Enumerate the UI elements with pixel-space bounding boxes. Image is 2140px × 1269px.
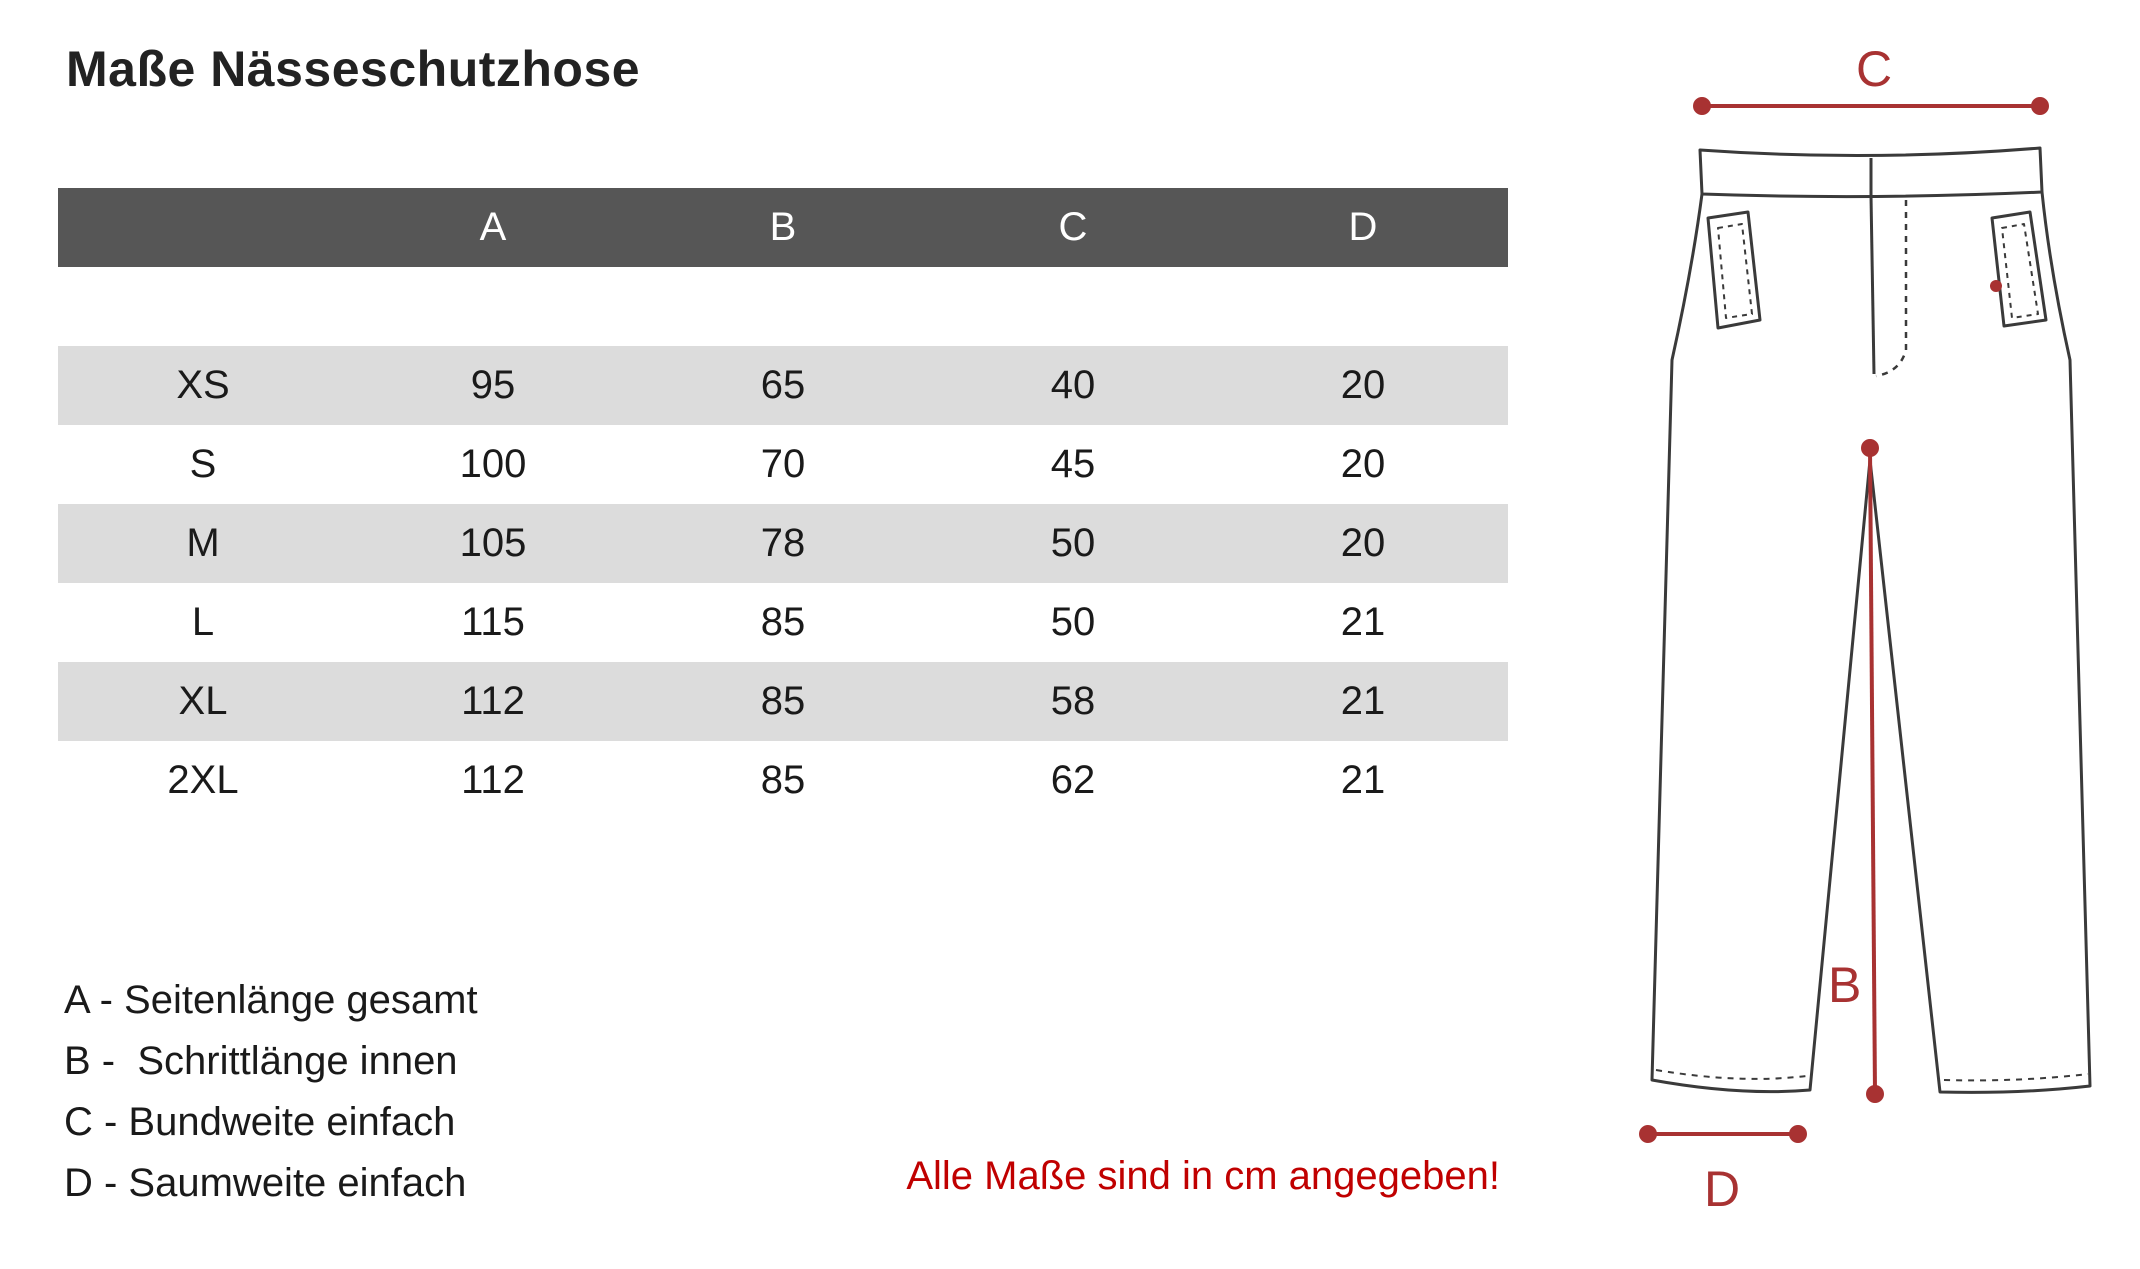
value-cell: 112 (461, 758, 525, 802)
table-row (58, 346, 1508, 425)
legend-item-d: D - Saumweite einfach (64, 1161, 467, 1205)
page-title: Maße Nässeschutzhose (66, 41, 641, 97)
value-cell: 85 (760, 600, 806, 644)
value-cell: 62 (1050, 758, 1096, 802)
value-cell: 105 (348, 504, 638, 583)
value-cell: 95 (348, 346, 638, 425)
header-cell-a: A (348, 188, 638, 267)
table-row (58, 583, 1508, 662)
header-cell-size (58, 188, 348, 267)
value-cell: 21 (1340, 758, 1386, 802)
table-row (58, 504, 1508, 583)
units-note: Alle Maße sind in cm angegeben! (906, 1154, 1500, 1198)
pants-outline-illustration (1600, 40, 2140, 1264)
value-cell: 112 (348, 662, 638, 741)
table-row (58, 662, 1508, 741)
size-cell: XS (58, 346, 348, 425)
value-cell: 115 (461, 600, 525, 644)
value-cell: 58 (928, 662, 1218, 741)
value-cell: 40 (928, 346, 1218, 425)
pants-diagram (1600, 40, 2140, 1264)
value-cell: 70 (760, 442, 806, 486)
size-table (58, 188, 1508, 820)
value-cell: 21 (1218, 662, 1508, 741)
value-cell: 85 (638, 662, 928, 741)
value-cell: 85 (760, 758, 806, 802)
value-cell: 100 (459, 442, 527, 486)
value-cell: 21 (1340, 600, 1386, 644)
size-cell: XL (58, 662, 348, 741)
size-cell: L (191, 600, 215, 644)
value-cell: 20 (1218, 346, 1508, 425)
size-cell: M (58, 504, 348, 583)
table-row (58, 741, 1508, 820)
legend-item-c: C - Bundweite einfach (64, 1100, 456, 1144)
value-cell: 78 (638, 504, 928, 583)
header-cell-b: B (638, 188, 928, 267)
measure-label-b: B (1828, 957, 1862, 1013)
measure-label-c: C (1856, 41, 1893, 97)
legend-item-a: A - Seitenlänge gesamt (64, 978, 478, 1022)
header-cell-c: C (928, 188, 1218, 267)
table-spacer-row (58, 267, 1508, 346)
value-cell: 20 (1340, 442, 1386, 486)
table-row (58, 425, 1508, 504)
value-cell: 50 (1050, 600, 1096, 644)
measurement-legend (64, 970, 478, 1214)
table-header-row (58, 188, 1508, 267)
size-cell: S (189, 442, 217, 486)
value-cell: 50 (928, 504, 1218, 583)
value-cell: 65 (638, 346, 928, 425)
legend-item-b: B - Schrittlänge innen (64, 1039, 458, 1083)
size-cell: 2XL (167, 758, 239, 802)
measure-label-d: D (1704, 1161, 1741, 1217)
value-cell: 20 (1218, 504, 1508, 583)
header-cell-d: D (1218, 188, 1508, 267)
value-cell: 45 (1050, 442, 1096, 486)
